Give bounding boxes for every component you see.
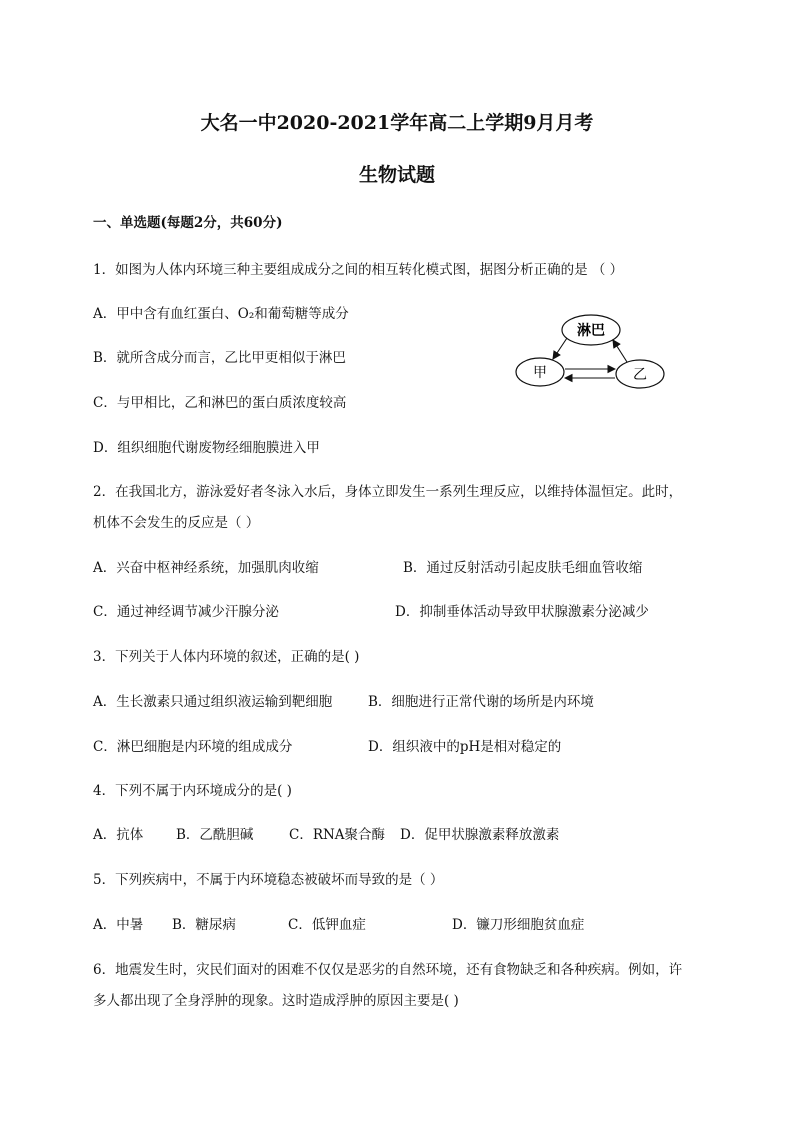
lymph-label: 淋巴 — [577, 323, 605, 339]
q3-option-a: A．生长激素只通过组织液运输到靶细胞 — [93, 694, 333, 710]
q4-option-c: C．RNA聚合酶 — [289, 827, 386, 843]
q2-option-c: C．通过神经调节减少汗腺分泌 — [93, 604, 279, 620]
q3-option-d: D．组织液中的pH是相对稳定的 — [368, 739, 562, 755]
q5-option-b: B．糖尿病 — [172, 917, 236, 933]
arrow-yi-to-lymph — [613, 340, 627, 362]
fluid-diagram — [505, 308, 675, 393]
q4-option-b: B．乙酰胆碱 — [176, 827, 254, 843]
q5-stem: 5．下列疾病中，不属于内环境稳态被破坏而导致的是（ ） — [93, 872, 444, 888]
q2-stem-line1: 2．在我国北方，游泳爱好者冬泳入水后，身体立即发生一系列生理反应，以维持体温恒定。此时， — [93, 484, 683, 500]
q1-option-b: B．就所含成分而言，乙比甲更相似于淋巴 — [93, 350, 346, 366]
q1-option-d: D．组织细胞代谢废物经细胞膜进入甲 — [93, 440, 320, 456]
q4-stem: 4．下列不属于内环境成分的是( ) — [93, 783, 292, 799]
q2-option-b: B．通过反射活动引起皮肤毛细血管收缩 — [403, 560, 643, 576]
q6-stem-line1: 6．地震发生时，灾民们面对的困难不仅仅是恶劣的自然环境，还有食物缺乏和各种疾病。例如，许 — [93, 962, 683, 978]
q2-stem-line2: 机体不会发生的反应是（ ） — [93, 515, 260, 531]
q3-option-b: B．细胞进行正常代谢的场所是内环境 — [368, 694, 594, 710]
jia-label: 甲 — [533, 365, 547, 381]
q3-stem: 3．下列关于人体内环境的叙述，正确的是( ) — [93, 649, 360, 665]
page-subtitle: 生物试题 — [358, 164, 435, 186]
q5-option-a: A．中暑 — [93, 917, 144, 933]
q1-option-a: A．甲中含有血红蛋白、O₂和葡萄糖等成分 — [93, 306, 349, 322]
q1-stem: 1．如图为人体内环境三种主要组成成分之间的相互转化模式图，据图分析正确的是 （ ） — [93, 262, 624, 278]
q1-option-c: C．与甲相比，乙和淋巴的蛋白质浓度较高 — [93, 395, 347, 411]
q4-option-a: A．抗体 — [93, 827, 144, 843]
section-heading: 一、单选题(每题2分，共60分) — [93, 215, 283, 231]
q5-option-d: D．镰刀形细胞贫血症 — [452, 917, 585, 933]
q6-stem-line2: 多人都出现了全身浮肿的现象。这时造成浮肿的原因主要是( ) — [93, 993, 459, 1009]
q2-option-d: D．抑制垂体活动导致甲状腺激素分泌减少 — [395, 604, 649, 620]
q5-option-c: C．低钾血症 — [288, 917, 366, 933]
yi-label: 乙 — [633, 367, 647, 383]
q3-option-c: C．淋巴细胞是内环境的组成成分 — [93, 739, 293, 755]
page-title: 大名一中2020-2021学年高二上学期9月月考 — [200, 112, 594, 134]
q2-option-a: A．兴奋中枢神经系统，加强肌肉收缩 — [93, 560, 319, 576]
q4-option-d: D．促甲状腺激素释放激素 — [400, 827, 560, 843]
arrow-lymph-to-jia — [553, 338, 567, 359]
